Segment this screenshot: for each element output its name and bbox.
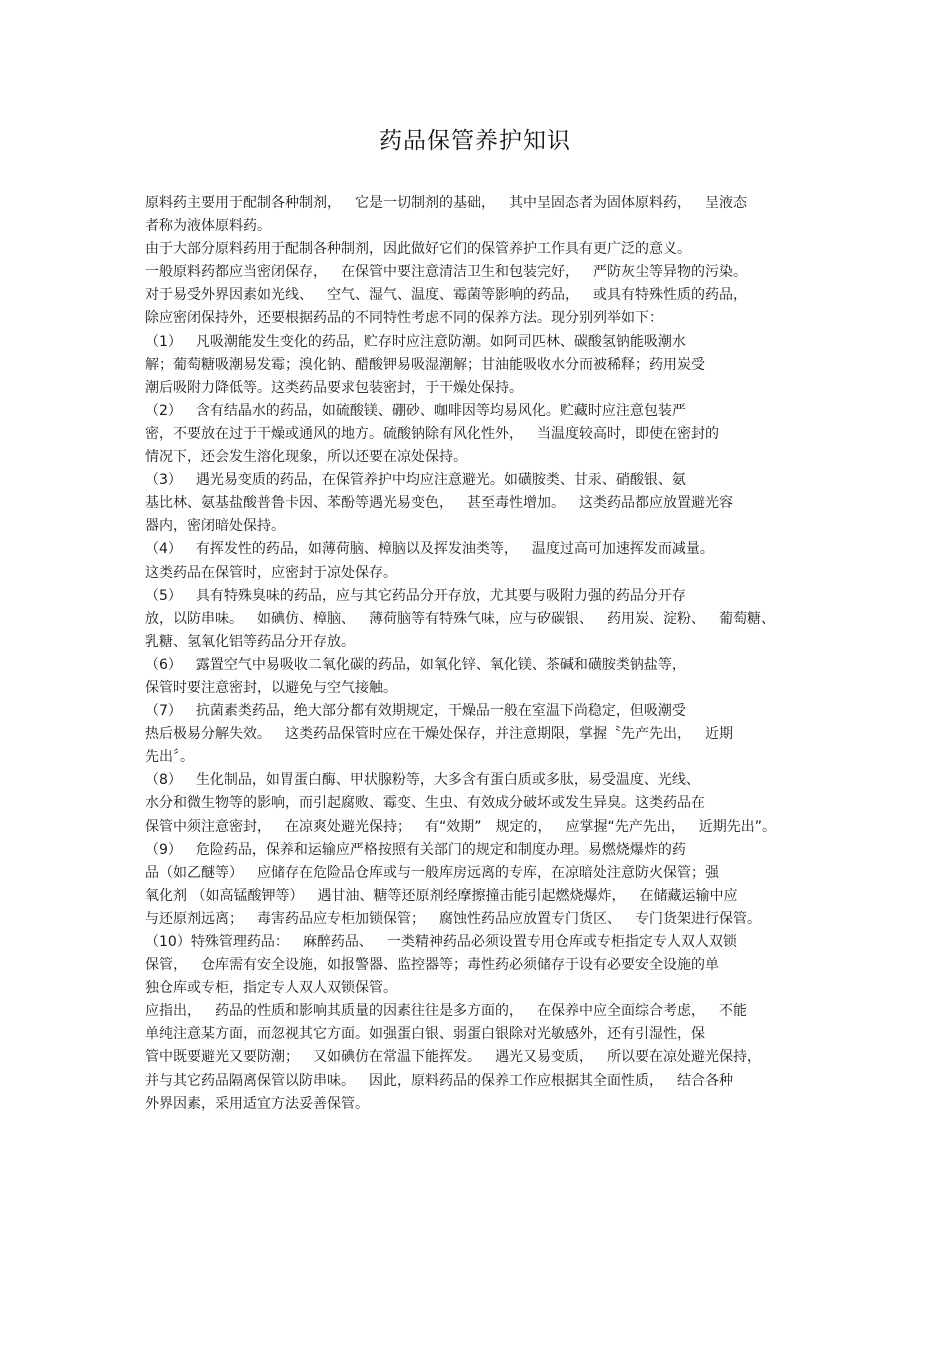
text-segment: 露置空气中易吸收二氧化碳的药品，如氧化锌、氧化镁、茶碱和磺胺类钠盐等，	[195, 656, 686, 673]
text-segment: 保管，	[145, 957, 187, 974]
text-segment: 毒害药品应专柜加锁保管；	[257, 910, 425, 927]
text-segment: 专门货架进行保管。	[635, 910, 761, 927]
text-segment: 危险药品，保养和运输应严格按照有关部门的规定和制度办理。易燃烧爆炸的药	[195, 841, 686, 858]
document-body	[145, 192, 817, 1116]
text-line	[145, 261, 817, 284]
text-segment: 其中呈固态者为固体原料药，	[509, 195, 691, 211]
text-line	[145, 238, 817, 261]
text-line	[145, 816, 817, 839]
text-line	[145, 515, 817, 538]
text-segment: 潮后吸附力降低等。这类药品要求包装密封，于干燥处保持。	[145, 379, 523, 396]
text-line	[145, 954, 817, 977]
text-line	[145, 307, 817, 330]
text-segment: 应掌握“先产先出，	[565, 818, 685, 835]
text-segment: 基比林、氨基盐酸普鲁卡因、苯酚等遇光易变色，	[145, 495, 453, 512]
text-segment: 有“效期”	[425, 818, 482, 835]
text-line	[145, 885, 817, 908]
text-line	[145, 400, 817, 423]
text-segment: （6）	[145, 656, 182, 673]
text-segment: 对于易受外界因素如光线、	[145, 287, 313, 304]
text-segment: 因此，原料药品的保养工作应根据其全面性质，	[369, 1072, 663, 1089]
text-line	[145, 377, 817, 400]
text-segment: 仓库需有安全设施，如报警器、监控器等；毒性药必须储存于设有必要安全设施的单	[201, 957, 719, 974]
text-segment: 单纯注意某方面，而忽视其它方面。如强蛋白银、弱蛋白银除对光敏感外，还有引湿性，保	[145, 1026, 705, 1043]
text-segment: 所以要在凉处避光保持，	[607, 1049, 761, 1066]
text-line	[145, 677, 817, 700]
text-segment: 解；葡萄糖吸潮易发霉；溴化钠、醋酸钾易吸湿潮解；甘油能吸收水分而被稀释；药用炭受	[145, 356, 705, 373]
text-segment: 氧化剂 （如高锰酸钾等）	[145, 887, 304, 904]
text-segment: 严防灰尘等异物的污染。	[593, 264, 747, 281]
text-line	[145, 585, 817, 608]
text-segment: 药品的性质和影响其质量的因素往往是多方面的，	[215, 1003, 523, 1020]
text-segment: 有挥发性的药品，如薄荷脑、樟脑以及挥发油类等，	[195, 541, 518, 558]
text-segment: 生化制品，如胃蛋白酶、甲状腺粉等，大多含有蛋白质或多肽，易受温度、光线、	[195, 772, 700, 789]
text-segment: 情况下，还会发生溶化现象，所以还要在凉处保持。	[145, 449, 467, 466]
text-segment: 保管中须注意密封，	[145, 818, 271, 835]
text-line	[145, 700, 817, 723]
text-segment: 在保管中要注意清洁卫生和包装完好，	[341, 264, 579, 281]
text-segment: （9）	[145, 841, 182, 858]
text-line	[145, 354, 817, 377]
text-line	[145, 446, 817, 469]
text-line	[145, 423, 817, 446]
text-segment: 与还原剂远离；	[145, 910, 243, 927]
text-segment: 空气、湿气、温度、霉菌等影响的药品，	[327, 287, 579, 304]
text-segment: 抗菌素类药品，绝大部分都有效期规定，干燥品一般在室温下尚稳定，但吸潮受	[195, 703, 686, 720]
text-segment: 规定的，	[495, 818, 552, 835]
text-segment: 原料药主要用于配制各种制剂，	[145, 195, 341, 211]
text-segment: 又如碘仿在常温下能挥发。	[313, 1049, 481, 1066]
document-title: 药品保管养护知识	[379, 128, 571, 154]
text-segment: 密，不要放在过于干燥或通风的地方。硫酸钠除有风化性外，	[145, 425, 523, 442]
text-line	[145, 908, 817, 931]
text-segment: 薄荷脑等有特殊气味，应与矽碳银、	[369, 610, 593, 627]
text-segment: 遇光又易变质，	[495, 1049, 593, 1066]
text-line	[145, 492, 817, 515]
text-segment: 由于大部分原料药用于配制各种制剂，因此做好它们的保管养护工作具有更广泛的意义。	[145, 241, 691, 258]
text-line	[145, 769, 817, 792]
text-segment: 当温度较高时，即使在密封的	[537, 425, 719, 442]
text-segment: （1）	[145, 333, 182, 350]
text-line	[145, 862, 817, 885]
text-segment: 药用炭、淀粉、	[607, 610, 705, 627]
text-line	[145, 192, 817, 215]
text-line	[145, 792, 817, 815]
text-segment: （10）特殊管理药品：	[145, 934, 289, 950]
text-segment: 一类精神药品必须设置专用仓库或专柜指定专人双人双锁	[386, 934, 737, 950]
text-line	[145, 931, 817, 954]
text-line	[145, 331, 817, 354]
text-segment: 近期先出”。	[698, 818, 777, 835]
text-line	[145, 839, 817, 862]
text-line	[145, 746, 817, 769]
text-line	[145, 723, 817, 746]
text-segment: 遇光易变质的药品，在保管养护中均应注意避光。如磺胺类、甘汞、硝酸银、氨	[195, 472, 686, 489]
text-segment: 葡萄糖、	[719, 610, 775, 627]
text-segment: 这类药品保管时应在干燥处保存，并注意期限，掌握〝先产先出，	[285, 726, 691, 743]
text-segment: 外界因素，采用适宜方法妥善保管。	[145, 1095, 369, 1112]
text-segment: 器内，密闭暗处保持。	[145, 518, 285, 535]
text-segment: 保管时要注意密封，以避免与空气接触。	[145, 679, 397, 696]
text-segment: 水分和微生物等的影响，而引起腐败、霉变、生虫、有效成分破坏或发生异臭。这类药品在	[145, 795, 705, 812]
text-segment: 应储存在危险品仓库或与一般库房远离的专库，在凉暗处注意防火保管；强	[257, 864, 719, 881]
text-line	[145, 215, 817, 238]
text-line	[145, 608, 817, 631]
text-segment: （8）	[145, 772, 182, 789]
text-line	[145, 469, 817, 492]
text-line	[145, 631, 817, 654]
text-segment: 在凉爽处避光保持；	[285, 818, 411, 835]
text-segment: （2）	[145, 402, 182, 419]
text-line	[145, 1046, 817, 1069]
text-segment: 温度过高可加速挥发而减量。	[531, 541, 714, 558]
text-line	[145, 538, 817, 561]
text-line	[145, 562, 817, 585]
text-segment: 这类药品都应放置避光容	[579, 495, 733, 512]
text-segment: （3）	[145, 472, 182, 489]
text-segment: 遇甘油、糖等还原剂经摩擦撞击能引起燃烧爆炸，	[317, 887, 626, 904]
text-segment: 它是一切制剂的基础，	[355, 195, 495, 211]
text-segment: 除应密闭保持外，还要根据药品的不同特性考虑不同的保养方法。现分别列举如下：	[145, 310, 663, 327]
text-segment: 放，以防串味。	[145, 610, 243, 627]
text-line	[145, 654, 817, 677]
text-segment: 近期	[705, 726, 733, 743]
text-segment: 麻醉药品、	[302, 934, 373, 950]
text-segment: 并与其它药品隔离保管以防串味。	[145, 1072, 355, 1089]
text-line	[145, 1023, 817, 1046]
text-segment: 在储藏运输中应	[639, 887, 738, 904]
text-segment: 具有特殊臭味的药品，应与其它药品分开存放，尤其要与吸附力强的药品分开存	[195, 587, 686, 604]
text-line	[145, 1093, 817, 1116]
text-line	[145, 1070, 817, 1093]
text-segment: 腐蚀性药品应放置专门货区、	[439, 910, 621, 927]
text-segment: 品（如乙醚等）	[145, 864, 243, 881]
text-segment: 凡吸潮能发生变化的药品，贮存时应注意防潮。如阿司匹林、碳酸氢钠能吸潮水	[195, 333, 686, 350]
text-segment: 不能	[719, 1003, 747, 1020]
text-segment: 管中既要避光又要防潮；	[145, 1049, 299, 1066]
text-segment: 结合各种	[677, 1072, 733, 1089]
text-segment: 含有结晶水的药品，如硫酸镁、硼砂、咖啡因等均易风化。贮藏时应注意包装严	[195, 402, 686, 419]
text-segment: 乳糖、氢氧化铝等药品分开存放。	[145, 633, 355, 650]
text-segment: 在保养中应全面综合考虑，	[537, 1003, 705, 1020]
text-segment: 先出〞。	[145, 749, 194, 766]
text-segment: 或具有特殊性质的药品，	[593, 287, 747, 304]
text-segment: 呈液态	[705, 195, 747, 211]
text-segment: 者称为液体原料药。	[145, 218, 271, 235]
text-segment: 一般原料药都应当密闭保存，	[145, 264, 327, 281]
text-segment: 甚至毒性增加。	[467, 495, 565, 512]
text-segment: （4）	[145, 541, 182, 558]
text-segment: （7）	[145, 703, 182, 720]
text-line	[145, 1000, 817, 1023]
text-segment: 热后极易分解失效。	[145, 726, 271, 743]
text-segment: 这类药品在保管时，应密封于凉处保存。	[145, 564, 397, 581]
text-segment: 独仓库或专柜，指定专人双人双锁保管。	[145, 980, 397, 997]
text-segment: 如碘仿、樟脑、	[257, 610, 355, 627]
text-segment: （5）	[145, 587, 182, 604]
text-segment: 应指出，	[145, 1003, 201, 1020]
text-line	[145, 284, 817, 307]
text-line	[145, 977, 817, 1000]
